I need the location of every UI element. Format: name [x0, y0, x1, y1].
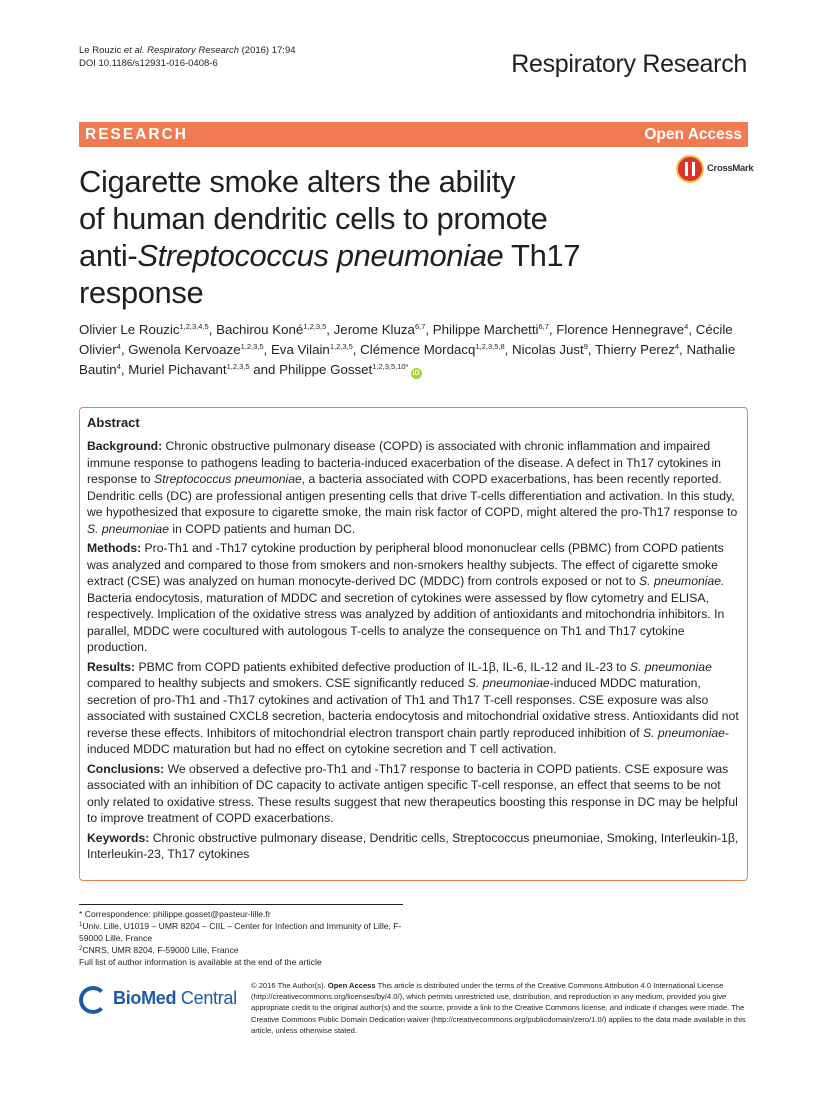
author-conjunction: and — [253, 362, 280, 377]
author-text: Philippe Marchetti — [432, 322, 539, 337]
title-line: Cigarette smoke alters the ability — [79, 164, 516, 199]
title-line: of human dendritic cells to promote — [79, 201, 548, 236]
title-line — [79, 237, 599, 274]
author-text: Thierry Perez — [595, 342, 675, 357]
abstract-text: compared to healthy subjects and smokers. CSE significantly reduced — [87, 676, 468, 690]
section-label: Background: — [87, 439, 163, 453]
keywords-text: Chronic obstructive pulmonary disease, Dendritic cells, Streptococcus pneumoniae, Smoking, Interleukin-1β, Interleukin-23, Th17 cytokines — [87, 830, 739, 861]
biomed-central-icon — [79, 986, 107, 1014]
citation-year: (2016) 17:94 — [239, 45, 296, 56]
species-name: S. pneumoniae. — [639, 574, 725, 588]
crossmark-badge[interactable] — [676, 155, 754, 187]
abstract-text: -induced MDDC maturation but had no effect on cytokine secretion and T cell activation. — [87, 725, 730, 756]
abstract-text: We observed a defective pro-Th1 and -Th17 response to bacteria in COPD patients. CSE exposure was associated with an inhibition of DC capacity to activate antigen specific T-cell response, an effect that seems to be not only related to oxidative stress. These results suggest that new therapeutics boosting this response in DC may be helpful to improve treatment of COPD exacerbations. — [87, 761, 738, 825]
author-affiliation: 1,2,3,5 — [329, 342, 353, 351]
orcid-icon[interactable]: iD — [412, 370, 420, 377]
license-text: This article is distributed under the terms of the Creative Commons Attribution 4.0 International License (http://creativecommons.org/licenses/by/4.0/), which permits unrestricted use, distribution, and reproduction in any medium, provided you give appropriate credit to the original author(s) and the source, provide a link to the Creative Commons license, and indicate if changes were made. The Creative Commons Public Domain Dedication waiver (http://creativecommons.org/publicdomain/zero/1.0/) applies to the data made available in this article, unless otherwise stated. — [251, 981, 746, 1035]
crossmark-label: CrossMark — [707, 163, 754, 174]
affiliation-text: Univ. Lille, U1019 – UMR 8204 – CIIL – Center for Infection and Immunity of Lille, F-59000 Lille, France — [79, 921, 402, 943]
author-text: Muriel Pichavant — [128, 362, 227, 377]
author-affiliation: 1,2,3,5,10* — [372, 362, 409, 371]
journal-name: Respiratory Research — [511, 50, 747, 78]
abstract-text: , a bacteria associated with COPD exacerbations, has been recently reported. Dendritic cells (DC) are professional antigen presenting cells that drive T-cells differentiation and activation. In this study, we hypothesized that exposure to cigarette smoke, the main risk factor of COPD, might altered the pro-Th17 response to — [87, 472, 738, 519]
title-line: response — [79, 275, 204, 310]
author-text: Gwenola Kervoaze — [128, 342, 241, 357]
affiliation-text: CNRS, UMR 8204, F-59000 Lille, France — [82, 945, 239, 955]
doi[interactable]: DOI 10.1186/s12931-016-0408-6 — [79, 58, 218, 69]
abstract-background — [87, 438, 742, 537]
author-text: Olivier Le Rouzic — [79, 322, 180, 337]
author-text: Nicolas Just — [512, 342, 584, 357]
author-name[interactable] — [128, 362, 249, 377]
citation-line — [79, 44, 296, 57]
author-affiliation: 6,7 — [538, 322, 549, 331]
abstract-text: -induced MDDC maturation, secretion of pro-Th1 and -Th17 cytokines and activation of Th1 and Th17 T-cell responses. CSE exposure was also associated with sustained CXCL8 secretion, bacteria endocytosis and mitochondrial oxidative stress. Antioxidants did not reverse these effects. Inhibitors of mitochondrial electron transport chain partly reproduced inhibition of — [87, 676, 739, 740]
species-name: S. pneumoniae — [467, 676, 550, 690]
author-text: Nathalie Bautin — [79, 342, 736, 377]
author-name[interactable] — [334, 322, 426, 337]
abstract-keywords — [87, 830, 742, 863]
abstract-text: in COPD patients and human DC. — [169, 521, 356, 536]
author-name[interactable] — [279, 362, 408, 377]
footnote-divider — [79, 904, 403, 905]
author-affiliation: 1,2,3,5,8 — [475, 342, 505, 351]
author-text: Cécile Olivier — [79, 322, 733, 357]
article-type-label: RESEARCH — [85, 126, 188, 143]
correspondence[interactable]: * Correspondence: philippe.gosset@pasteur-lille.fr — [79, 909, 271, 919]
author-affiliation: 4 — [116, 362, 121, 371]
citation-block — [79, 44, 296, 70]
publisher-name — [113, 988, 237, 1009]
species-name: S. pneumoniae — [642, 725, 725, 740]
license-open-access: Open Access — [327, 981, 376, 990]
author-name[interactable] — [556, 322, 688, 337]
abstract-text: Bacteria endocytosis, maturation of MDDC and secretion of cytokines were assessed by flow cytometry and ELISA, respectively. Implication of the oxidative stress was analyzed by addition of antioxidants and mitochondria inhibitors. In parallel, MDDC were cocultured with autologous T-cells to analyze the consequence on Th1 and Th17 cytokine production. — [87, 590, 725, 654]
species-name: S. pneumoniae — [629, 659, 712, 674]
abstract-results — [87, 659, 742, 758]
abstract-conclusions — [87, 761, 742, 827]
abstract-methods — [87, 540, 742, 656]
author-affiliation: 4 — [674, 342, 680, 351]
publisher-name-rest: Central — [176, 988, 237, 1008]
author-name[interactable] — [433, 322, 549, 337]
author-name[interactable] — [79, 322, 209, 337]
section-label: Keywords: — [87, 830, 150, 845]
abstract-heading: Abstract — [87, 415, 140, 430]
article-type-banner — [79, 122, 748, 147]
author-text: Eva Vilain — [270, 342, 330, 357]
open-access-label: Open Access — [644, 126, 742, 143]
author-text: Jerome Kluza — [333, 322, 415, 337]
title-species: Streptococcus pneumoniae — [137, 238, 504, 273]
license-copyright: © 2016 The Author(s). — [251, 981, 328, 990]
title-text: anti- — [79, 238, 138, 273]
footnotes — [79, 904, 409, 968]
author-affiliation: 1,2,3,5 — [303, 322, 327, 331]
abstract-text: PBMC from COPD patients exhibited defective production of IL-1β, IL-6, IL-12 and IL-23 to — [135, 659, 630, 674]
license-notice — [251, 980, 749, 1036]
publisher-name-bold: BioMed — [113, 988, 177, 1008]
crossmark-icon — [676, 155, 704, 183]
author-text: Florence Hennegrave — [556, 322, 685, 337]
author-affiliation: 6,7 — [414, 322, 426, 331]
species-name: S. pneumoniae — [87, 521, 169, 536]
citation-journal: et al. Respiratory Research — [123, 45, 239, 56]
affiliation-number: 2 — [79, 946, 83, 952]
author-list: Olivier Le Rouzic$^{1,2,3,4,5}$, Bachirou Koné$^{1,2,3,5}$, Jerome Kluza$^{6,7}$, Philippe Marchetti$^{6,7}$, Florence Hennegrave$^4$, Cécile Olivier$^4$, Gwenola Kervoaze$^{1,2,3,5}$, Eva Vilain$^{1,2,3,5}$, Clémence Mordacq$^{1,2,3,5,8}$, Nicolas Just$^9$, Thierry Perez$^4$, Nathalie Bautin$^4$, Muriel Pichavant$^{1,2,3,5}$ and Philippe Gosset$^{1,2,3,5,10*}$iD — [79, 322, 736, 377]
publisher-logo[interactable] — [79, 985, 239, 1019]
abstract-text: Pro-Th1 and -Th17 cytokine production by peripheral blood mononuclear cells (PBMC) from COPD patients was analyzed and compared to those from smokers and non-smokers healthy subjects. The effect of cigarette smoke extract (CSE) was analyzed on human monocyte-derived DC (MDDC) from controls exposed or not to — [87, 541, 724, 588]
author-text: Bachirou Koné — [216, 322, 304, 337]
author-text: Philippe Gosset — [279, 362, 373, 377]
author-affiliation: 4 — [116, 342, 121, 351]
section-label: Results: — [87, 659, 136, 674]
title-text: Th17 — [503, 238, 581, 273]
abstract — [87, 414, 742, 866]
author-name[interactable] — [128, 342, 263, 357]
author-affiliation: 1,2,3,5 — [226, 362, 250, 371]
author-name[interactable] — [512, 342, 588, 357]
affiliation-1 — [79, 920, 409, 944]
author-affiliation: 1,2,3,5 — [240, 342, 264, 351]
section-label: Methods: — [87, 541, 142, 555]
author-text: Clémence Mordacq — [360, 342, 476, 357]
author-affiliation: 9 — [583, 342, 588, 351]
author-name[interactable] — [271, 342, 353, 357]
author-name[interactable] — [360, 342, 505, 357]
article-title — [79, 163, 599, 311]
author-name[interactable] — [216, 322, 326, 337]
citation-authors: Le Rouzic — [79, 45, 124, 56]
affiliation-2 — [79, 944, 409, 956]
abstract-text: Chronic obstructive pulmonary disease (COPD) is associated with chronic inflammation and impaired immune response to pathogens leading to bacteria-induced exacerbation of the disease. A defect in Th17 cytokines in response to — [87, 439, 721, 486]
full-list-note: Full list of author information is available at the end of the article — [79, 957, 322, 967]
section-label: Conclusions: — [87, 761, 165, 776]
author-affiliation: 1,2,3,4,5 — [179, 322, 209, 331]
author-affiliation: 4 — [684, 322, 689, 331]
affiliation-number: 1 — [79, 922, 83, 928]
species-name: Streptococcus pneumoniae — [154, 472, 302, 486]
author-name[interactable] — [595, 342, 679, 357]
